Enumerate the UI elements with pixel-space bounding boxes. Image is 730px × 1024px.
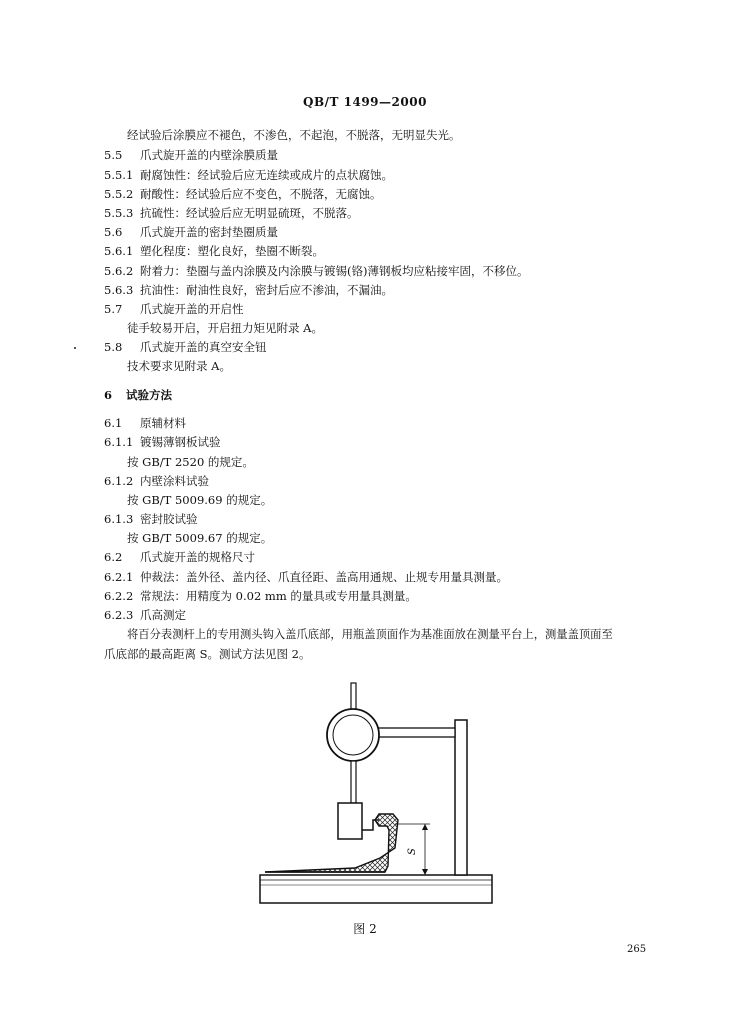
text-line: 爪底部的最高距离 S。测试方法见图 2。 — [104, 647, 311, 661]
text-line: 技术要求见附录 A。 — [127, 359, 231, 373]
section-6-2-3: 6.2.3 爪高测定 — [104, 608, 186, 622]
section-6-1: 6.1 原辅材料 — [104, 416, 186, 430]
stand-arm — [377, 728, 455, 737]
probe-holder — [338, 803, 362, 839]
section-5-7: 5.7 爪式旋开盖的开启性 — [104, 302, 244, 316]
section-5-6: 5.6 爪式旋开盖的密封垫圈质量 — [104, 225, 278, 239]
figure-2-diagram — [255, 680, 505, 910]
section-6-1-1: 6.1.1 镀锡薄钢板试验 — [104, 435, 221, 449]
text-line: 按 GB/T 2520 的规定。 — [127, 455, 254, 469]
section-5-5-3: 5.5.3 抗硫性：经试验后应无明显硫斑，不脱落。 — [104, 206, 359, 220]
stand-pillar — [455, 720, 467, 875]
page-number: 265 — [627, 944, 647, 955]
section-5-5-1: 5.5.1 耐腐蚀性：经试验后应无连续或成片的点状腐蚀。 — [104, 168, 393, 182]
section-6-1-3: 6.1.3 密封胶试验 — [104, 512, 198, 526]
section-6-2-2: 6.2.2 常规法：用精度为 0.02 mm 的量具或专用量具测量。 — [104, 589, 417, 603]
text-line: 将百分表测杆上的专用测头钩入盖爪底部，用瓶盖顶面作为基准面放在测量平台上，测量盖顶面至 — [127, 628, 613, 641]
section-5-8: 5.8 爪式旋开盖的真空安全钮 — [104, 340, 267, 354]
dial-gauge — [327, 709, 379, 761]
section-5-6-3: 5.6.3 抗油性：耐油性良好，密封后应不渗油，不漏油。 — [104, 283, 393, 297]
section-6-2: 6.2 爪式旋开盖的规格尺寸 — [104, 550, 255, 564]
section-5-6-1: 5.6.1 塑化程度：塑化良好，垫圈不断裂。 — [104, 244, 324, 258]
section-6-2-1: 6.2.1 仲裁法：盖外径、盖内径、爪直径距、盖高用通规、止规专用量具测量。 — [104, 570, 508, 584]
cap-profile — [265, 814, 398, 872]
section-5-6-2: 5.6.2 附着力：垫圈与盖内涂膜及内涂膜与镀锡(铬)薄钢板均应粘接牢固，不移位。 — [104, 264, 529, 278]
measuring-platform — [260, 875, 492, 903]
page-header: QB/T 1499—2000 — [303, 95, 427, 109]
section-6-1-2: 6.1.2 内壁涂料试验 — [104, 474, 209, 488]
text-line: 经试验后涂膜应不褪色，不渗色，不起泡，不脱落，无明显失光。 — [127, 128, 461, 142]
section-5-5-2: 5.5.2 耐酸性：经试验后应不变色，不脱落，无腐蚀。 — [104, 187, 382, 201]
section-5-5: 5.5 爪式旋开盖的内壁涂膜质量 — [104, 148, 278, 162]
dimension-label-s: S — [407, 848, 418, 855]
text-line: 按 GB/T 5009.69 的规定。 — [127, 493, 273, 507]
text-line: 按 GB/T 5009.67 的规定。 — [127, 531, 273, 545]
text-line: 徒手较易开启，开启扭力矩见附录 A。 — [127, 321, 323, 335]
section-6-heading: 6 试验方法 — [104, 388, 172, 402]
scan-speck — [74, 347, 76, 349]
figure-caption: 图 2 — [353, 922, 377, 936]
